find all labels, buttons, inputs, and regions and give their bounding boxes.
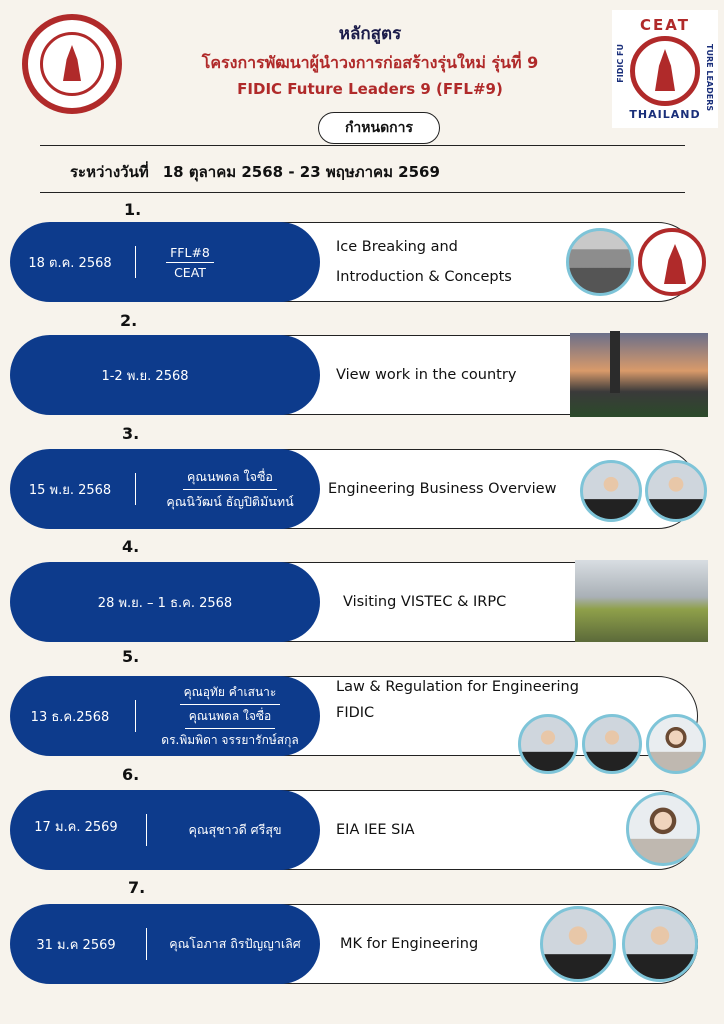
session-date: 15 พ.ย. 2568 — [28, 482, 112, 498]
program-subtitle: FIDIC Future Leaders 9 (FFL#9) — [237, 80, 503, 98]
divider-top — [40, 145, 685, 146]
group-photo — [566, 228, 634, 296]
session-date: 31 ม.ค 2569 — [36, 937, 116, 953]
ceat-logo-photo — [638, 228, 706, 296]
session-topic: Engineering Business Overview — [328, 481, 557, 497]
session-number: 5. — [122, 647, 140, 666]
speaker-photo — [645, 460, 707, 522]
date-range: ระหว่างวันที่ 18 ตุลาคม 2568 - 23 พฤษภาคม 2569 — [70, 163, 440, 181]
session-date: 1-2 พ.ย. 2568 — [101, 368, 189, 384]
session-speakers: คุณอุทัย คำเสนาะ คุณนพดล ใจซื่อ ดร.พิมพิดา จรรยารักษ์สกุล — [145, 676, 315, 756]
session-row-6 — [10, 790, 698, 870]
session-number: 6. — [122, 765, 140, 784]
ceat-logo-left — [22, 14, 122, 114]
speaker-photo — [580, 460, 642, 522]
speaker-photo — [518, 714, 578, 774]
course-label: หลักสูตร — [338, 24, 402, 44]
session-speakers: คุณนพดล ใจซื่อ คุณนิวัฒน์ ธัญปิติมันทน์ — [145, 449, 315, 529]
session-topic: EIA IEE SIA — [336, 822, 415, 838]
divider-bottom — [40, 192, 685, 193]
schedule-heading: กำหนดการ — [318, 112, 440, 144]
session-date: 17 ม.ค. 2569 — [34, 819, 118, 835]
session-topic: View work in the country — [336, 367, 517, 383]
speaker-photo — [540, 906, 616, 982]
session-date: 13 ธ.ค.2568 — [30, 709, 110, 725]
session-number: 3. — [122, 424, 140, 443]
session-speakers: FFL#8 CEAT — [145, 222, 235, 302]
speaker-photo — [582, 714, 642, 774]
session-number: 1. — [124, 200, 142, 219]
session-topic: Visiting VISTEC & IRPC — [343, 594, 507, 610]
session-date: 28 พ.ย. – 1 ธ.ค. 2568 — [97, 595, 233, 611]
session-speakers: คุณสุชาวดี ศรีสุข — [188, 822, 282, 837]
fidic-future-leaders-logo: CEAT FIDIC FU TURE LEADERS THAILAND — [612, 10, 718, 128]
city-skyline-photo — [570, 333, 708, 417]
session-topic: Ice Breaking and Introduction & Concepts — [336, 239, 512, 285]
session-number: 2. — [120, 311, 138, 330]
speaker-photo — [622, 906, 698, 982]
speaker-photo — [646, 714, 706, 774]
page-header — [130, 20, 610, 98]
session-topic: Law & Regulation for Engineering FIDIC — [336, 679, 579, 721]
site-visit-photo — [575, 560, 708, 642]
session-number: 4. — [122, 537, 140, 556]
session-topic: MK for Engineering — [340, 936, 479, 952]
program-title: โครงการพัฒนาผู้นำวงการก่อสร้างรุ่นใหม่ รุ่นที่ 9 — [201, 53, 539, 72]
speaker-photo — [626, 792, 700, 866]
session-date: 18 ต.ค. 2568 — [28, 255, 112, 271]
session-speakers: คุณโอภาส ถิรปัญญาเลิศ — [169, 936, 301, 951]
session-number: 7. — [128, 878, 146, 897]
